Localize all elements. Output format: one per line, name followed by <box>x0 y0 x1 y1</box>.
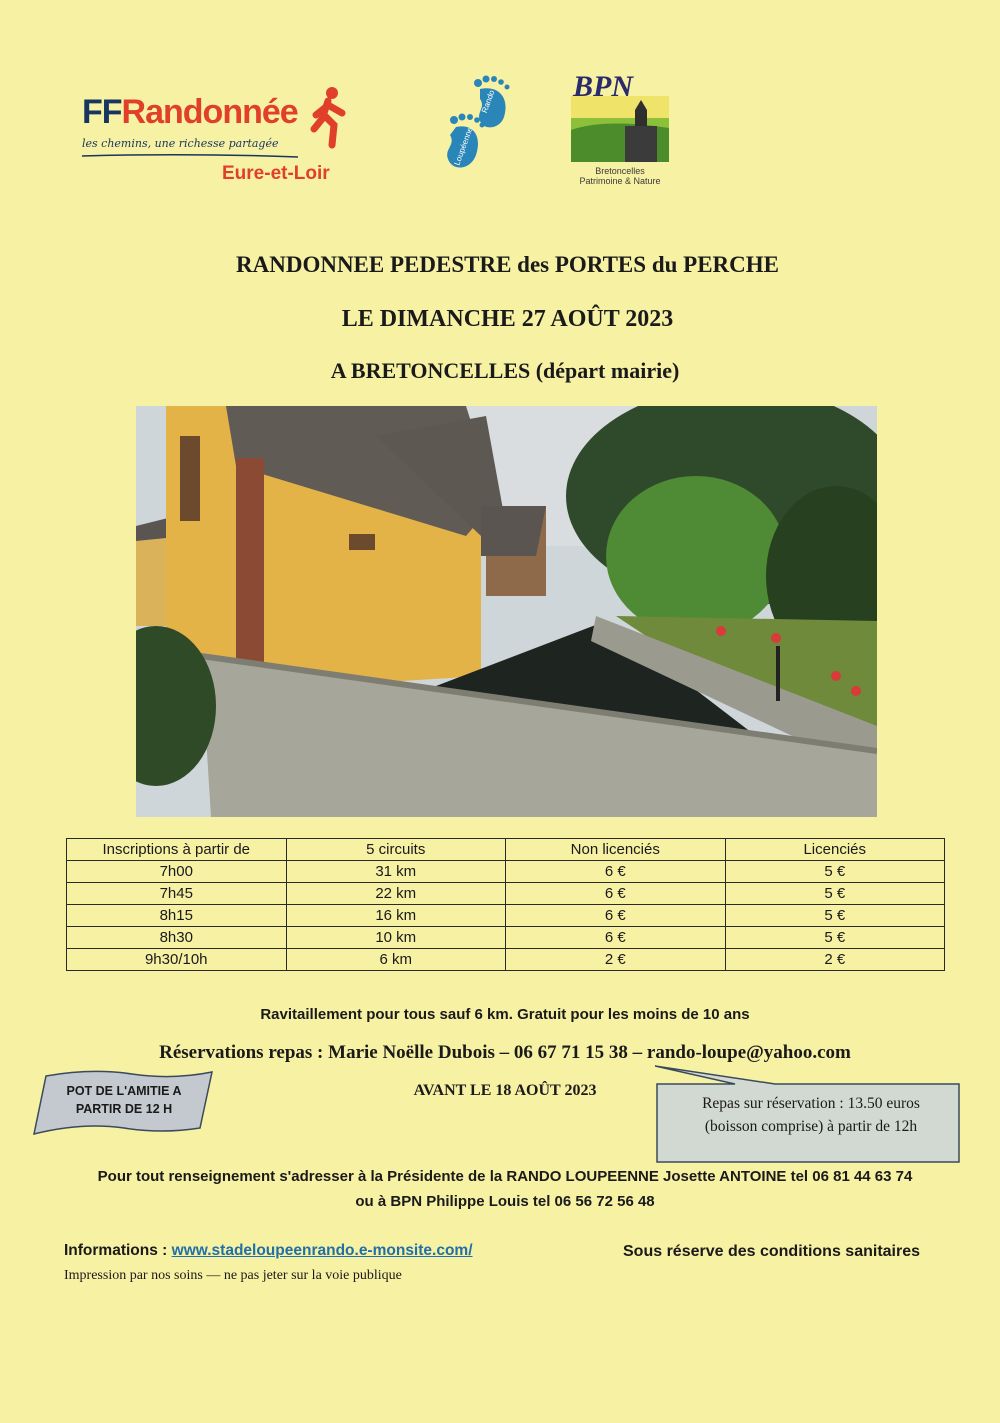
slogan-underline <box>82 153 298 159</box>
cell-price-licencie: 5 € <box>725 927 945 949</box>
table-row <box>67 861 945 883</box>
pot-line-2: PARTIR DE 12 H <box>75 1102 173 1116</box>
header-inscriptions: Inscriptions à partir de <box>67 839 287 861</box>
header-non-licencies: Non licenciés <box>506 839 726 861</box>
table-row <box>67 883 945 905</box>
cell-distance: 6 km <box>286 949 506 971</box>
bpn-logo <box>565 70 675 195</box>
sanitary-notice: Sous réserve des conditions sanitaires <box>623 1243 921 1260</box>
event-location: A BRETONCELLES (départ mairie) <box>330 358 680 383</box>
loupeenne-text: Loupéenne <box>452 125 475 167</box>
schedule-table <box>66 838 945 971</box>
table-row <box>67 905 945 927</box>
rando-text: Rando <box>479 88 497 115</box>
reservation-line: Réservations repas : Marie Noëlle Dubois – 06 67 71 15 38 – rando-loupe@yahoo.com <box>159 1042 851 1063</box>
table-row <box>67 949 945 971</box>
cell-time: 8h15 <box>67 905 287 927</box>
table-header-row <box>67 839 945 861</box>
informations-label: Informations : <box>64 1242 172 1259</box>
cell-price-non-licencie: 2 € <box>506 949 726 971</box>
cell-price-non-licencie: 6 € <box>506 905 726 927</box>
mill-photo <box>136 406 877 817</box>
ffr-region: Eure-et-Loir <box>222 163 330 184</box>
header-circuits: 5 circuits <box>286 839 506 861</box>
pot-amitie-banner <box>32 1068 216 1140</box>
cell-distance: 10 km <box>286 927 506 949</box>
repas-callout <box>655 1062 965 1166</box>
rando-loupeenne-logo <box>420 75 520 185</box>
bpn-emblem <box>565 70 675 166</box>
bpn-letters: BPN <box>573 70 633 103</box>
contact-president: Pour tout renseignement s'adresser à la Présidente de la RANDO LOUPEENNE Josette ANTOINE tel 06 81 44 63 74 <box>97 1168 913 1185</box>
bpn-caption: Bretoncelles Patrimoine & Nature <box>579 166 661 186</box>
cell-price-licencie: 5 € <box>725 883 945 905</box>
cell-distance: 31 km <box>286 861 506 883</box>
deadline-line: AVANT LE 18 AOÛT 2023 <box>413 1082 597 1099</box>
header-licencies: Licenciés <box>725 839 945 861</box>
contact-bpn: ou à BPN Philippe Louis tel 06 56 72 56 48 <box>355 1193 655 1210</box>
cell-time: 8h30 <box>67 927 287 949</box>
event-date: LE DIMANCHE 27 AOÛT 2023 <box>341 306 674 332</box>
repas-line-2: (boisson comprise) à partir de 12h <box>704 1118 918 1135</box>
cell-price-non-licencie: 6 € <box>506 883 726 905</box>
informations-line <box>64 1242 473 1260</box>
impression-notice: Impression par nos soins — ne pas jeter sur la voie publique <box>64 1268 402 1283</box>
cell-time: 9h30/10h <box>67 949 287 971</box>
cell-time: 7h00 <box>67 861 287 883</box>
ravitaillement-note: Ravitaillement pour tous sauf 6 km. Gratuit pour les moins de 10 ans <box>260 1006 750 1023</box>
cell-price-non-licencie: 6 € <box>506 927 726 949</box>
table-row <box>67 927 945 949</box>
cell-price-licencie: 2 € <box>725 949 945 971</box>
cell-distance: 16 km <box>286 905 506 927</box>
ffr-brand: FFRandonnée <box>82 93 298 131</box>
ffrandonnee-logo <box>80 85 360 195</box>
cell-time: 7h45 <box>67 883 287 905</box>
cell-price-licencie: 5 € <box>725 905 945 927</box>
cell-price-licencie: 5 € <box>725 861 945 883</box>
pot-line-1: POT DE L'AMITIE A <box>66 1084 182 1098</box>
walker-icon <box>308 85 352 149</box>
ffr-slogan: les chemins, une richesse partagée <box>82 137 279 150</box>
cell-distance: 22 km <box>286 883 506 905</box>
website-link[interactable]: www.stadeloupeenrando.e-monsite.com/ <box>171 1242 473 1259</box>
cell-price-non-licencie: 6 € <box>506 861 726 883</box>
footprints-icon <box>420 75 520 185</box>
event-title: RANDONNEE PEDESTRE des PORTES du PERCHE <box>236 252 779 277</box>
repas-line-1: Repas sur réservation : 13.50 euros <box>702 1095 920 1112</box>
